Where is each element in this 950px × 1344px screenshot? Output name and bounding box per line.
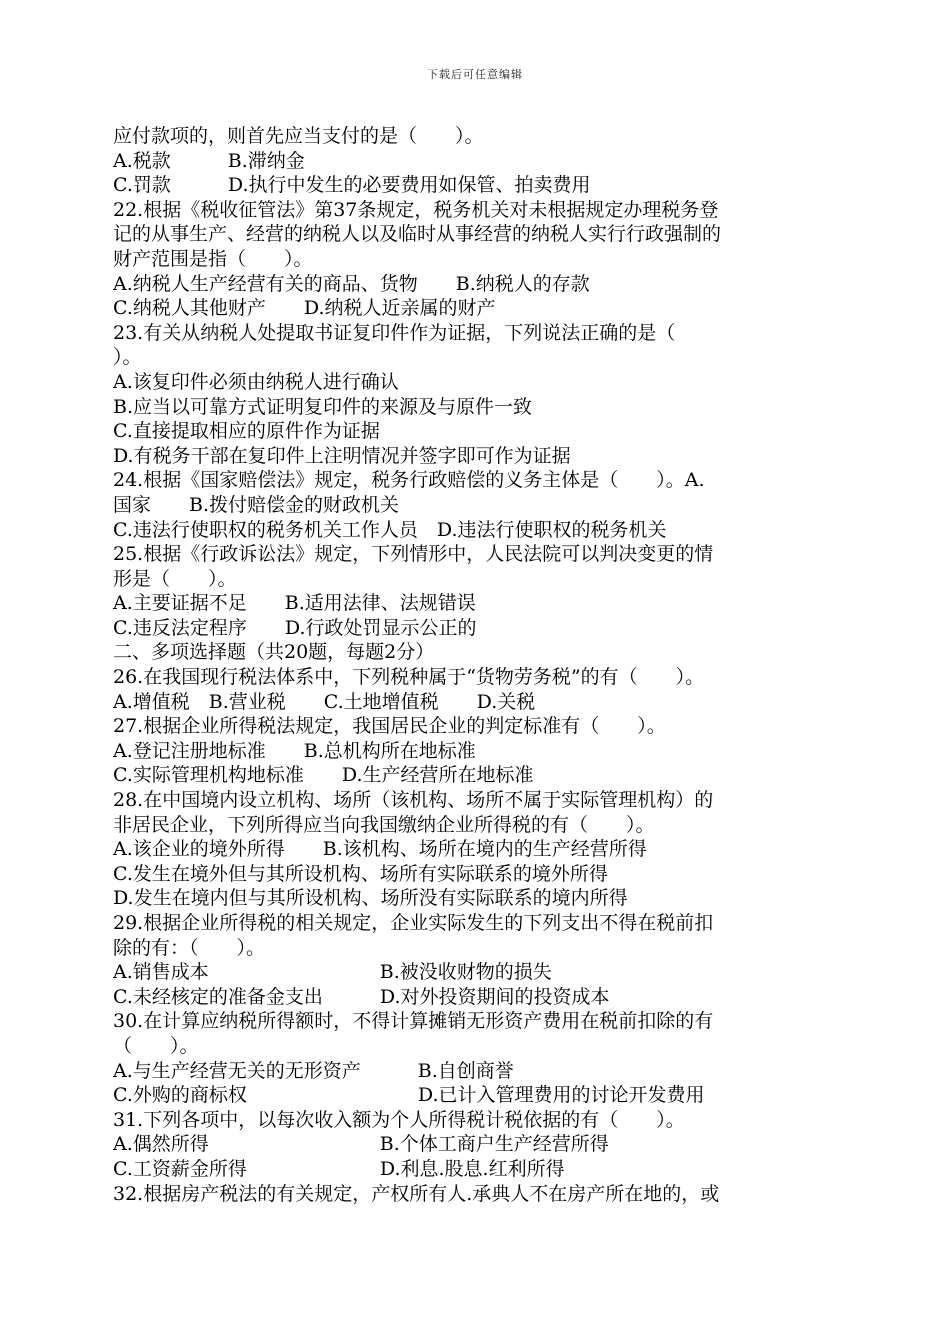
text-line: A.销售成本 B.被没收财物的损失 (113, 961, 552, 984)
text-line: 除的有：（ ）。 (113, 936, 266, 959)
text-line: C.实际管理机构地标准 D.生产经营所在地标准 (113, 764, 534, 787)
text-line: （ ）。 (113, 1034, 199, 1057)
question-25: 25.根据《行政诉讼法》规定，下列情形中，人民法院可以判决变更的情 (113, 543, 714, 566)
text-line: 形是（ ）。 (113, 567, 237, 590)
text-line: C.纳税人其他财产 D.纳税人近亲属的财产 (113, 297, 496, 320)
text-line: C.违法行使职权的税务机关工作人员 D.违法行使职权的税务机关 (113, 518, 667, 541)
document-body (113, 124, 843, 1206)
question-23: 23.有关从纳税人处提取书证复印件作为证据，下列说法正确的是（ (113, 321, 676, 344)
text-line: C.工资薪金所得 D.利息.股息.红利所得 (113, 1157, 565, 1180)
text-line: C.发生在境外但与其所设机构、场所有实际联系的境外所得 (113, 862, 608, 885)
text-line: A.偶然所得 B.个体工商户生产经营所得 (113, 1133, 609, 1156)
section-heading: 二、多项选择题（共20题，每题2分） (113, 641, 435, 664)
text-line: 财产范围是指（ ）。 (113, 247, 313, 270)
text-line: 非居民企业，下列所得应当向我国缴纳企业所得税的有（ ）。 (113, 813, 655, 836)
text-line: D.发生在境内但与其所设机构、场所没有实际联系的境内所得 (113, 887, 628, 910)
text-line: 记的从事生产、经营的纳税人以及临时从事经营的纳税人实行行政强制的 (113, 223, 722, 246)
text-line: A.税款 B.滞纳金 (113, 149, 305, 172)
text-line: C.外购的商标权 D.已计入管理费用的讨论开发费用 (113, 1084, 705, 1107)
text-line: C.未经核定的准备金支出 D.对外投资期间的投资成本 (113, 985, 610, 1008)
question-32: 32.根据房产税法的有关规定，产权所有人.承典人不在房产所在地的，或 (113, 1182, 720, 1205)
question-28: 28.在中国境内设立机构、场所（该机构、场所不属于实际管理机构）的 (113, 789, 714, 812)
text-line: A.登记注册地标准 B.总机构所在地标准 (113, 739, 476, 762)
question-22: 22.根据《税收征管法》第37条规定，税务机关对未根据规定办理税务登 (113, 198, 719, 221)
text-line: B.应当以可靠方式证明复印件的来源及与原件一致 (113, 395, 533, 418)
question-26: 26.在我国现行税法体系中，下列税种属于“货物劳务税”的有（ ）。 (113, 666, 705, 689)
question-30: 30.在计算应纳税所得额时，不得计算摊销无形资产费用在税前扣除的有 (113, 1010, 714, 1033)
text-line: C.直接提取相应的原件作为证据 (113, 420, 380, 443)
text-line: A.增值税 B.营业税 C.土地增值税 D.关税 (113, 690, 536, 713)
text-line: A.纳税人生产经营有关的商品、货物 B.纳税人的存款 (113, 272, 590, 295)
text-line: 国家 B.拨付赔偿金的财政机关 (113, 493, 400, 516)
text-line: A.该复印件必须由纳税人进行确认 (113, 370, 399, 393)
question-31: 31.下列各项中，以每次收入额为个人所得税计税依据的有（ ）。 (113, 1108, 685, 1131)
question-24: 24.根据《国家赔偿法》规定，税务行政赔偿的义务主体是（ ）。A. (113, 469, 705, 492)
text-line: ）。 (113, 346, 142, 369)
text-line: A.该企业的境外所得 B.该机构、场所在境内的生产经营所得 (113, 838, 647, 861)
text-line: C.违反法定程序 D.行政处罚显示公正的 (113, 616, 477, 639)
page-header: 下载后可任意编辑 (427, 68, 523, 81)
text-line: C.罚款 D.执行中发生的必要费用如保管、拍卖费用 (113, 174, 591, 197)
text-line: 应付款项的，则首先应当支付的是（ ）。 (113, 125, 484, 147)
question-29: 29.根据企业所得税的相关规定，企业实际发生的下列支出不得在税前扣 (113, 912, 714, 934)
text-line: D.有税务干部在复印件上注明情况并签字即可作为证据 (113, 444, 571, 467)
text-line: A.与生产经营无关的无形资产 B.自创商誉 (113, 1059, 514, 1082)
question-27: 27.根据企业所得税法规定，我国居民企业的判定标准有（ ）。 (113, 715, 666, 738)
text-line: A.主要证据不足 B.适用法律、法规错误 (113, 592, 476, 615)
